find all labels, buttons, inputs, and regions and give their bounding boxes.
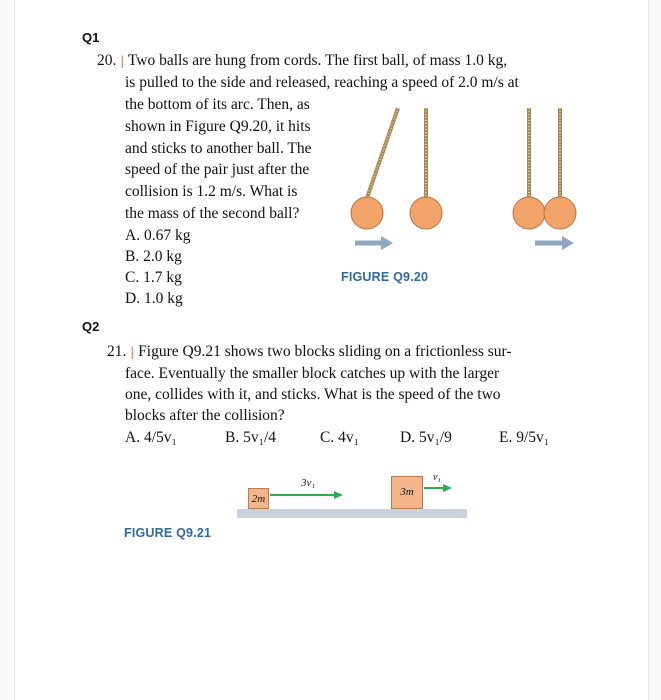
small-velocity-label: 3v₁	[301, 477, 316, 489]
velocity-arrow-after	[535, 236, 574, 250]
question-2-number: 21.	[107, 343, 127, 360]
difficulty-marker: |	[130, 345, 135, 359]
pendulum-pair	[513, 108, 576, 229]
arrow-head	[334, 491, 343, 499]
large-velocity-label: v₁	[433, 472, 441, 483]
figure-q9-20	[340, 100, 580, 255]
question-1-wrap-line: the mass of the second ball?	[125, 205, 300, 222]
question-2-choice-d[interactable]: D. 5v₁/9	[400, 429, 452, 446]
question-2-line-4: blocks after the collision?	[125, 407, 285, 424]
figure-q9-21	[237, 470, 469, 522]
question-1-number: 20.	[97, 52, 117, 69]
ball-4	[544, 197, 576, 229]
question-1-choice-a[interactable]: A. 0.67 kg	[125, 227, 191, 244]
small-block-label: 2m	[251, 493, 266, 505]
large-block-label: 3m	[400, 486, 414, 498]
pendulum-2	[410, 108, 442, 229]
large-block-velocity-arrow	[424, 484, 452, 492]
ball-3	[513, 197, 545, 229]
small-block-velocity-arrow	[270, 491, 343, 499]
question-2-text-line-1	[107, 342, 512, 362]
question-2-choice-a[interactable]: A. 4/5v₁	[125, 429, 177, 446]
figure-q9-20-caption: FIGURE Q9.20	[341, 270, 429, 284]
pendulum-1	[351, 108, 398, 229]
question-1-label: Q1	[82, 30, 100, 45]
document-page	[14, 0, 649, 700]
arrow-head	[381, 236, 393, 250]
question-1-wrap-line: shown in Figure Q9.20, it hits	[125, 118, 311, 135]
question-2-choice-e[interactable]: E. 9/5v₁	[499, 429, 550, 446]
question-1-wrap-line: collision is 1.2 m/s. What is	[125, 183, 298, 200]
question-1-wrap-line: and sticks to another ball. The	[125, 140, 312, 157]
question-2-line-1: Figure Q9.21 shows two blocks sliding on a frictionless sur-	[138, 343, 512, 360]
question-1-wrap-line: the bottom of its arc. Then, as	[125, 96, 310, 113]
question-1-text-line-1	[97, 51, 507, 71]
arrow-head	[562, 236, 574, 250]
question-2-label: Q2	[82, 319, 100, 334]
arrow-head	[443, 484, 452, 492]
cord-1	[367, 108, 398, 198]
question-1-line-2: is pulled to the side and released, reaching a speed of 2.0 m/s at	[125, 74, 519, 91]
velocity-arrow-before	[355, 236, 393, 250]
figure-q9-21-caption: FIGURE Q9.21	[124, 526, 212, 540]
question-2-choice-c[interactable]: C. 4v₁	[320, 429, 359, 446]
ball-2	[410, 197, 442, 229]
velocity-arrows	[237, 470, 469, 522]
question-1-choice-c[interactable]: C. 1.7 kg	[125, 269, 182, 286]
question-2-line-2: face. Eventually the smaller block catches up with the larger	[125, 365, 500, 382]
question-2-choice-b[interactable]: B. 5v₁/4	[225, 429, 277, 446]
question-2-line-3: one, collides with it, and sticks. What is the speed of the two	[125, 386, 501, 403]
question-1-wrap-line: speed of the pair just after the	[125, 161, 310, 178]
difficulty-marker: |	[120, 54, 125, 68]
ball-1	[351, 197, 383, 229]
question-1-choice-d[interactable]: D. 1.0 kg	[125, 290, 183, 307]
question-1-line-1: Two balls are hung from cords. The first ball, of mass 1.0 kg,	[127, 52, 508, 69]
question-1-choice-b[interactable]: B. 2.0 kg	[125, 248, 182, 265]
